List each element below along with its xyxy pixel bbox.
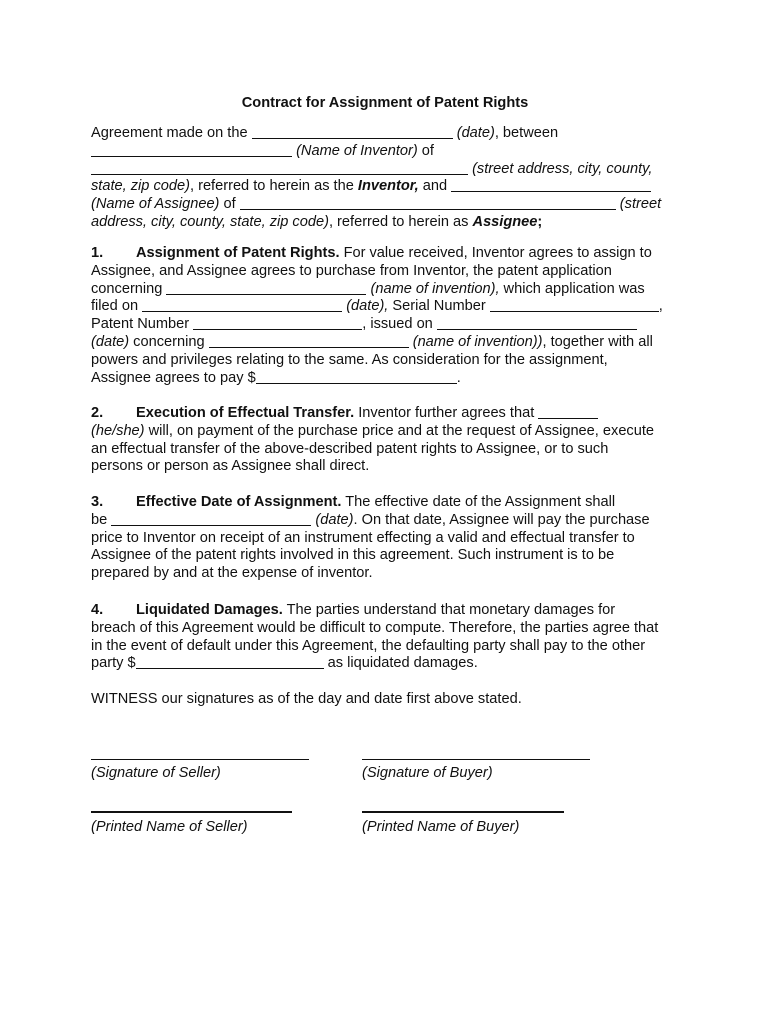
assignee-address-blank[interactable] — [240, 196, 616, 210]
witness-statement — [91, 691, 691, 709]
section-text: breach of this Agreement would be difficult to compute. Therefore, the parties agree that — [91, 619, 659, 636]
section-text: , — [658, 298, 663, 315]
damages-amount-blank[interactable] — [136, 655, 324, 669]
effective-date-blank[interactable] — [111, 512, 311, 526]
seller-signature-line[interactable] — [91, 759, 309, 760]
section-2 — [91, 405, 691, 476]
intro-text: of — [417, 142, 434, 159]
section-1 — [91, 245, 691, 387]
inventor-name-blank[interactable] — [91, 143, 292, 157]
intro-text: ; — [537, 213, 543, 230]
section-4 — [91, 602, 691, 673]
section-text: , issued on — [362, 316, 437, 333]
seller-printed-name-caption: (Printed Name of Seller) — [91, 819, 248, 835]
section-text: an effectual transfer of the above-described patent rights to Assignee, or to such — [91, 440, 609, 457]
section-text: , together with all — [542, 333, 653, 350]
inventor-term: Inventor, — [357, 178, 419, 195]
section-heading: Liquidated Damages. — [136, 602, 283, 618]
section-text: The parties understand that monetary damages for — [282, 602, 616, 618]
section-text: filed on — [91, 298, 143, 315]
issued-date-blank[interactable] — [437, 316, 637, 330]
section-text: be — [91, 511, 112, 528]
section-text: The effective date of the Assignment shall — [341, 494, 616, 510]
serial-number-blank[interactable] — [490, 298, 659, 312]
intro-text: Agreement made on the — [91, 125, 252, 141]
intro-text: , referred to herein as the — [189, 178, 358, 195]
section-text: Assignee, and Assignee agrees to purchase from Inventor, the patent application — [91, 262, 612, 279]
section-text: which application was — [499, 280, 645, 297]
date-hint: (date), — [346, 298, 389, 315]
section-heading: Assignment of Patent Rights. — [136, 245, 340, 261]
invention-hint: (name of invention), — [370, 280, 500, 297]
section-text: . — [456, 369, 461, 386]
section-text: For value received, Inventor agrees to assign to — [339, 245, 652, 261]
intro-text: of — [219, 196, 240, 213]
intro-text: , referred to herein as — [328, 213, 473, 230]
section-text: concerning — [129, 333, 209, 350]
intro-text: and — [418, 178, 452, 195]
patent-number-blank[interactable] — [193, 316, 362, 330]
section-text: concerning — [91, 280, 167, 297]
section-text: Assignee agrees to pay $ — [91, 369, 256, 386]
date-hint: (date) — [315, 511, 354, 528]
section-text: Inventor further agrees that — [354, 405, 539, 421]
date-hint: (date) — [91, 333, 130, 350]
section-text: Serial Number — [388, 298, 490, 315]
section-heading: Effective Date of Assignment. — [136, 494, 342, 510]
buyer-printed-name-caption: (Printed Name of Buyer) — [362, 819, 520, 835]
date-hint: (date) — [456, 125, 495, 141]
seller-printed-name-line[interactable] — [91, 811, 292, 813]
inventor-name-hint: (Name of Inventor) — [296, 142, 418, 159]
inventor-address-blank[interactable] — [91, 161, 468, 175]
section-3 — [91, 494, 691, 583]
section-text: . On that date, Assignee will pay the purchase — [353, 511, 650, 528]
assignee-name-hint: (Name of Assignee) — [91, 196, 220, 213]
section-number: 4. — [91, 602, 104, 618]
agreement-date-blank[interactable] — [252, 125, 453, 139]
filed-date-blank[interactable] — [142, 298, 342, 312]
section-text: Patent Number — [91, 316, 194, 333]
section-text: in the event of default under this Agreement, the defaulting party shall pay to the other — [91, 637, 646, 654]
invention-name-2-blank[interactable] — [209, 334, 409, 348]
section-text: Assignee of the patent rights involved in this agreement. Such instrument is to be — [91, 547, 615, 564]
pronoun-hint: (he/she) — [91, 422, 145, 439]
pronoun-blank[interactable] — [538, 405, 598, 419]
document-title: Contract for Assignment of Patent Rights — [241, 95, 529, 111]
section-heading: Execution of Effectual Transfer. — [136, 405, 355, 421]
witness-text: WITNESS our signatures as of the day and date first above stated. — [91, 691, 522, 707]
section-text: party $ — [91, 655, 136, 672]
section-text: price to Inventor on receipt of an instrument effecting a valid and effectual transfer to — [91, 529, 635, 546]
section-number: 2. — [91, 405, 104, 421]
buyer-printed-name-line[interactable] — [362, 811, 564, 813]
section-text: will, on payment of the purchase price and at the request of Assignee, execute — [144, 422, 655, 439]
section-number: 1. — [91, 245, 104, 261]
address-hint: address, city, county, state, zip code) — [91, 213, 329, 230]
invention-name-blank[interactable] — [166, 281, 366, 295]
buyer-signature-line[interactable] — [362, 759, 590, 760]
buyer-signature-caption: (Signature of Buyer) — [362, 765, 493, 781]
assignee-name-blank[interactable] — [451, 178, 651, 192]
address-hint: (street — [619, 196, 662, 213]
address-hint: (street address, city, county, — [472, 160, 653, 177]
section-text: as liquidated damages. — [323, 655, 478, 672]
intro-paragraph — [91, 125, 691, 232]
section-number: 3. — [91, 494, 104, 510]
payment-amount-blank[interactable] — [256, 370, 457, 384]
section-text: persons or person as Assignee shall direct. — [91, 458, 370, 475]
section-text: prepared by and at the expense of inventor. — [91, 565, 373, 582]
seller-signature-caption: (Signature of Seller) — [91, 765, 221, 781]
intro-text: , between — [494, 125, 559, 141]
invention-hint: (name of invention)) — [412, 333, 543, 350]
address-hint: state, zip code) — [91, 178, 190, 195]
assignee-term: Assignee — [472, 213, 538, 230]
section-text: powers and privileges relating to the same. As consideration for the assignment, — [91, 351, 608, 368]
